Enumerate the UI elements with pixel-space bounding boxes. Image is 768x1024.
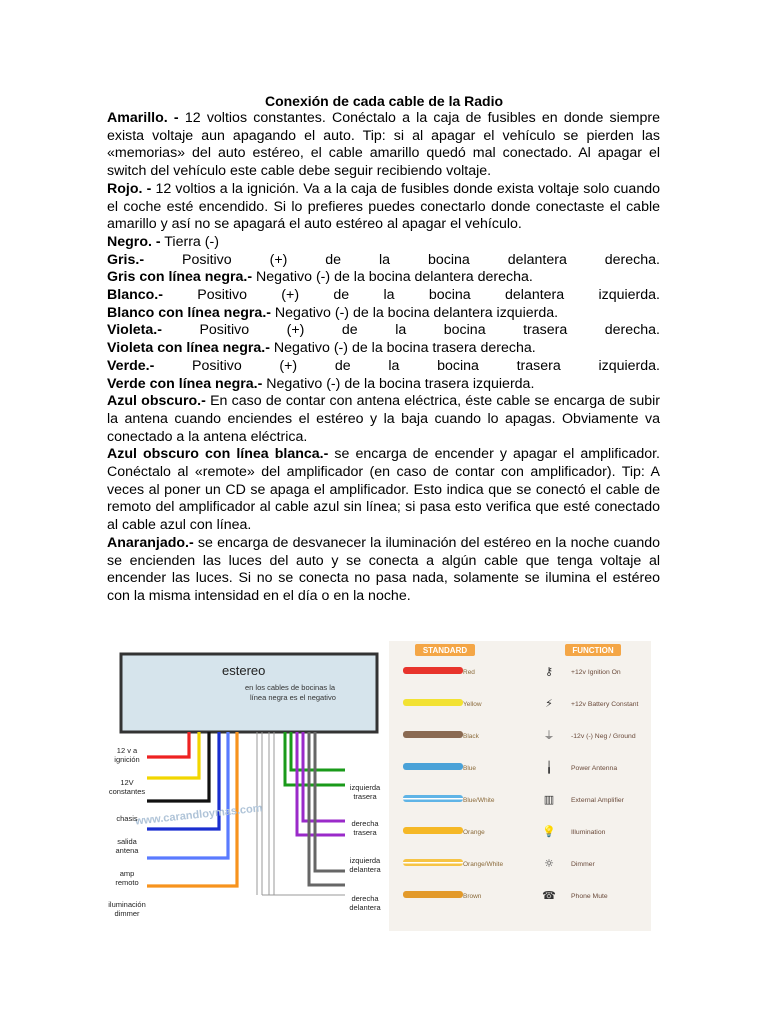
body-text: [107, 110, 660, 606]
wire-swatch-3: [403, 763, 463, 770]
stereo-box-note-2: línea negra es el negativo: [250, 693, 336, 702]
key-icon: ⚷: [544, 665, 554, 678]
antenna-icon: ╽: [545, 761, 553, 774]
ground-icon: ⏚: [543, 729, 555, 742]
paragraph-amarillo: Amarillo. - 12 voltios constantes. Conéctalo a la caja de fusibles en donde siempre exista voltaje aun apagando el auto. Tip: si al apagar el vehículo se pierden las «memorias» del auto estéreo, el cable amarillo quedó mal conectado. Al apagar el switch del vehículo este cable debe seguir recibiendo voltaje.: [107, 110, 661, 180]
wire-swatch-0: [403, 667, 463, 674]
wire-function-label-0: +12v Ignition On: [571, 669, 621, 676]
label-izq-trasera-2: trasera: [353, 792, 377, 801]
function-header: FUNCTION: [572, 646, 614, 655]
wire-swatch-2: [403, 731, 463, 738]
paragraph-violeta-negra: Violeta con línea negra.- Negativo (-) de la bocina trasera derecha.: [107, 340, 536, 357]
label-ignicion-2: ignición: [114, 755, 140, 764]
wire-function-label-5: Illumination: [571, 829, 606, 836]
wire-swatch-5: [403, 827, 463, 834]
stereo-box-note-1: en los cables de bocinas la: [245, 683, 336, 692]
paragraph-blanco-negra: Blanco con línea negra.- Negativo (-) de la bocina delantera izquierda.: [107, 304, 559, 321]
wire-stripe-4: [403, 798, 463, 800]
battery-icon: ⚡: [545, 697, 553, 710]
wire-color-label-0: Red: [463, 669, 475, 676]
paragraph-blanco: Blanco.- Positivo (+) de la bocina delantera izquierda.: [107, 287, 660, 304]
label-remoto-1: amp: [119, 869, 135, 878]
label-constantes-1: 12V: [120, 778, 134, 787]
wire-function-label-1: +12v Battery Constant: [571, 701, 639, 708]
page-title: Conexión de cada cable de la Radio: [264, 93, 504, 109]
label-izq-delantera-1: izquierda: [349, 856, 381, 865]
phone-icon: ☎: [542, 889, 556, 902]
paragraph-anaranjado: Anaranjado.- se encarga de desvanecer la iluminación del estéreo en la noche cuando se encienden las luces del auto y se conecta a algún cable que tenga voltaje al encender las luces. Si no se conecta no pasa nada, solamente se ilumina el estéreo con la misma intensidad en el día o en la noche.: [107, 534, 660, 604]
wire-function-label-6: Dimmer: [571, 861, 595, 868]
wire-color-label-4: Blue/White: [463, 797, 495, 804]
label-ignicion-1: 12 v a: [116, 746, 138, 755]
label-der-trasera-1: derecha: [351, 819, 379, 828]
label-remoto-2: remoto: [115, 878, 139, 887]
label-antena-2: antena: [115, 846, 139, 855]
label-constantes-2: constantes: [108, 787, 146, 796]
label-der-trasera-2: trasera: [353, 828, 377, 837]
wire-function-label-7: Phone Mute: [571, 893, 608, 900]
wire-color-label-3: Blue: [463, 765, 477, 772]
watermark: www.carandloymas.com: [134, 802, 264, 828]
wire-color-label-1: Yellow: [463, 701, 482, 708]
wire-color-label-6: Orange/White: [463, 861, 504, 868]
amplifier-icon: ▥: [543, 793, 555, 806]
paragraph-verde: Verde.- Positivo (+) de la bocina trasera izquierda.: [107, 357, 660, 374]
paragraph-gris-negra: Gris con línea negra.- Negativo (-) de la bocina delantera derecha.: [107, 269, 533, 286]
wire-stripe-6: [403, 862, 463, 864]
bulb-icon: 💡: [542, 825, 556, 838]
paragraph-rojo: Rojo. - 12 voltios a la ignición. Va a la caja de fusibles donde exista voltaje solo cuando el coche esté encendido. Si lo prefieres puedes conectarlo donde conectaste el cable amarillo y así no se apagará el auto estéreo al apagar el vehículo.: [107, 180, 660, 233]
label-izq-trasera-1: izquierda: [349, 783, 381, 792]
label-dimmer-1: iluminación: [108, 900, 146, 909]
wire-swatch-7: [403, 891, 463, 898]
wire-color-label-7: Brown: [463, 893, 482, 900]
standard-color-chart: [389, 641, 651, 931]
label-der-delantera-1: derecha: [351, 894, 379, 903]
wire-function-label-2: -12v (-) Neg / Ground: [571, 733, 636, 740]
label-der-delantera-2: delantera: [349, 903, 381, 912]
standard-header: STANDARD: [422, 646, 468, 655]
paragraph-azul-obscuro: Azul obscuro.- En caso de contar con antena eléctrica, éste cable se encarga de subir la antena cuando enciendes el estéreo y la baja cuando lo apagas. Obviamente va conectado a la antena eléctrica.: [107, 393, 660, 445]
wire-function-label-4: External Amplifier: [571, 797, 624, 804]
wire-color-label-5: Orange: [463, 829, 485, 836]
dimmer-bulb-icon: ☼: [544, 857, 554, 870]
paragraph-negro: Negro. - Tierra (-): [107, 233, 219, 250]
wire-color-label-2: Black: [463, 733, 479, 740]
stereo-box-title: estereo: [222, 663, 266, 678]
paragraph-gris: Gris.- Positivo (+) de la bocina delantera derecha.: [107, 251, 660, 268]
label-antena-1: salida: [117, 837, 137, 846]
label-chasis: chasis: [116, 814, 138, 823]
wire-swatch-1: [403, 699, 463, 706]
label-dimmer-2: dimmer: [114, 909, 140, 918]
paragraph-violeta: Violeta.- Positivo (+) de la bocina trasera derecha.: [107, 322, 660, 339]
wire-function-label-3: Power Antenna: [571, 765, 618, 772]
label-izq-delantera-2: delantera: [349, 865, 381, 874]
wiring-diagram: [107, 645, 389, 935]
paragraph-azul-linea-blanca: Azul obscuro con línea blanca.- se encarga de encender y apagar el amplificador. Conéctalo al «remote» del amplificador (en caso de contar con amplificador). Tip: A veces al poner un CD se apaga el amplificador. Esto indica que se conectó el cable de remoto del amplificador al cable azul sin línea; si pasa esto verifica que esté conectado al cable azul con línea.: [107, 446, 660, 534]
paragraph-verde-negra: Verde con línea negra.- Negativo (-) de la bocina trasera izquierda.: [107, 375, 535, 392]
